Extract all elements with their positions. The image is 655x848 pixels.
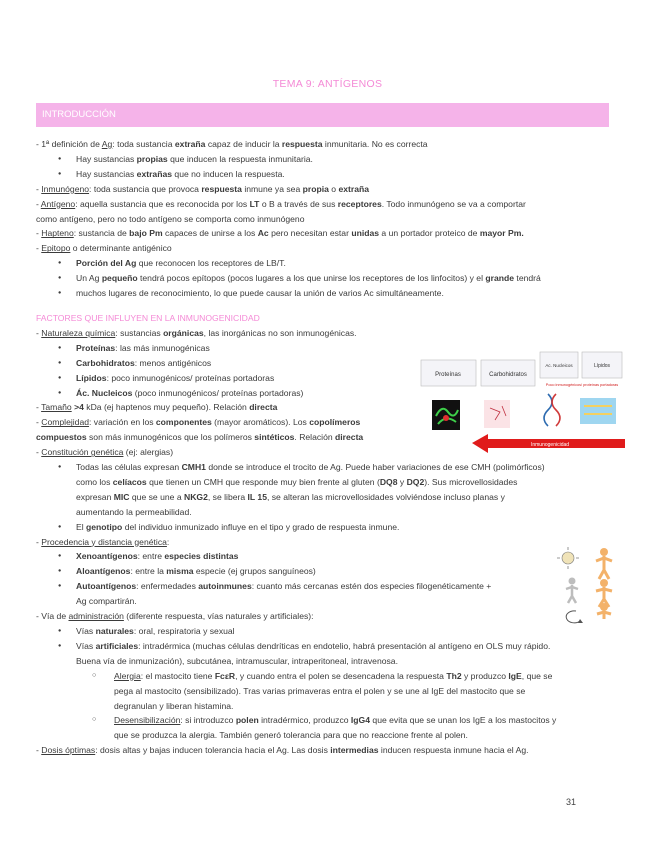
paragraph: - Epitopo o determinante antigénico [36,243,172,254]
paragraph: - Constitución genética (ej: alergias) [36,447,174,458]
figure-box-proteinas [421,360,476,386]
list-item-continuation: como los celíacos que tienen un CMH que responde muy bien frente al gluten (DQ8 y DQ2). Sus microvellosidades [76,476,518,487]
list-item: ● Ác. Nucleicos (poco inmunogénicos/ proteínas portadoras) [36,386,616,401]
list-item: ● Proteínas: las más inmunogénicas [36,341,616,356]
sublist-item: ○ Alergia: el mastocito tiene FcεR, y cuando entra el polen se desencadena la respuesta Th2 y produzco IgE, que se [36,669,616,684]
paragraph: - Dosis óptimas: dosis altas y bajas inducen tolerancia hacia el Ag. Las dosis intermedias inducen respuesta inmune hacia el Ag. [36,745,529,756]
list-item-continuation: aumentando la permeabilidad. [76,506,192,517]
human-figure-icon [566,578,578,604]
banner-label: INTRODUCCIÓN [42,109,116,120]
list-item-continuation: Buena vía de inmunización), subcutánea, intramuscular, intraperitoneal, intravenosa. [76,655,398,666]
figure-red-note: Poco inmunogénicos/ proteínas portadoras [545,383,619,387]
list-item: ● Todas las células expresan CMH1 donde se introduce el trocito de Ag. Puede haber variaciones de ese CMH (polimórficos) [36,460,616,475]
paragraph: como antígeno, pero no todo antígeno se comporta como inmunógeno [36,213,305,224]
figure-label: Lípidos [593,363,611,369]
immunogenicity-figure [420,350,625,460]
list-item: ● Porción del Ag que reconocen los receptores de LB/T. [36,256,616,271]
list-item: ● Aloantígenos: entre la misma especie (ej grupos sanguíneos) [36,564,616,579]
paragraph: - Hapteno: sustancia de bajo Pm capaces de unirse a los Ac pero necesitan estar unidas a un portador proteico de mayor Pm. [36,228,524,239]
immunogenicity-arrow [472,434,625,453]
antigen-origin-figure [554,545,624,625]
list-item-continuation: ● muchos lugares de reconocimiento, lo que puede causar la unión de varios Ac simultáneamente. [36,286,616,301]
figure-label: Proteínas [435,372,461,378]
list-item-continuation: Ag compartirán. [76,596,137,607]
sublist-item-continuation: que se produzca la alergia. También generó tolerancia para que no reaccione frente al polen. [114,730,468,741]
sublist-item-continuation: degranulan y liberan histamina. [114,700,234,711]
section-banner [36,103,609,127]
figure-box-ac-nucleicos [540,352,578,378]
page-title: TEMA 9: ANTÍGENOS [272,78,383,90]
human-figure-icon [596,579,612,607]
lipid-image [580,398,616,424]
paragraph: - Tamaño >4 kDa (ej haptenos muy pequeño). Relación directa [36,402,278,413]
paragraph: - Inmunógeno: toda sustancia que provoca respuesta inmune ya sea propia o extraña [36,183,370,194]
figure-box-lipidos [582,352,622,378]
list-item: ● Vías artificiales: intradérmica (muchas células dendríticas en endotelio, habrá presentación al antígeno en OLS muy rápido. [36,639,616,654]
paragraph: - Naturaleza química: sustancias orgánicas, las inorgánicas no son inmunogénicas. [36,327,357,338]
figure-label: Carbohidratos [489,372,527,378]
paragraph: - Complejidad: variación en los componentes (mayor aromáticos). Los copolímeros [36,417,361,428]
section-heading: FACTORES QUE INFLUYEN EN LA INMUNOGENICIDAD [36,312,260,323]
carbohydrate-image [484,400,510,428]
human-figure-icon [596,548,612,579]
list-item: ● Un Ag pequeño tendrá pocos epítopos (pocos lugares a los que unirse los receptores de los linfocitos) y el grande tendrá [36,271,616,286]
paragraph: - Vía de administración (diferente respuesta, vías naturales y artificiales): [36,611,314,622]
list-item: ● Xenoantígenos: entre especies distintas [36,549,616,564]
dna-image [544,394,560,426]
list-item: ● Hay sustancias propias que inducen la respuesta inmunitaria. [36,152,616,167]
figure-box-carbohidratos [481,360,535,386]
paragraph: compuestos son más inmunogénicos que los polímeros sintéticos. Relación directa [36,432,364,443]
paragraph: - Procedencia y distancia genética: [36,536,170,547]
list-item: ● Carbohidratos: menos antigénicos [36,356,616,371]
paragraph: - Antígeno: aquella sustancia que es reconocida por los LT o B a través de sus receptores. Todo inmunógeno se va a comportar [36,198,526,209]
page-number: 31 [566,797,577,807]
virus-icon [557,547,579,569]
list-item: ● Hay sustancias extrañas que no inducen la respuesta. [36,167,616,182]
figure-label: Ac. Nucleicos [545,363,573,368]
list-item-continuation: expresan MIC que se une a NKG2, se libera IL 15, se alteran las microvellosidades volviéndose incluso planas y [76,491,505,502]
sublist-item: ○ Desensibilización: si introduzco polen intradérmico, produzco IgG4 que evita que se unan los IgE a los mastocitos y [36,713,616,728]
cycle-arrow-icon [566,611,583,623]
list-item: ● Lípidos: poco inmunogénicos/ proteínas portadoras [36,371,616,386]
sublist-item-continuation: pega al mastocito (sensibilizado). Tras varias primaveras entra el polen y se une al IgE del mastocito que se [114,685,526,696]
list-item: ● Vías naturales: oral, respiratoria y sexual [36,624,616,639]
protein-structure-image [432,400,460,430]
list-item: ● Autoantígenos: enfermedades autoinmunes: cuanto más cercanas estén dos especies filogenéticamente + [36,579,616,594]
paragraph: - 1ª definición de Ag: toda sustancia extraña capaz de inducir la respuesta inmunitaria. No es correcta [36,139,428,149]
arrow-label: Inmunogenicidad [530,442,570,448]
list-item: ● El genotipo del individuo inmunizado influye en el tipo y grado de respuesta inmune. [36,520,616,535]
